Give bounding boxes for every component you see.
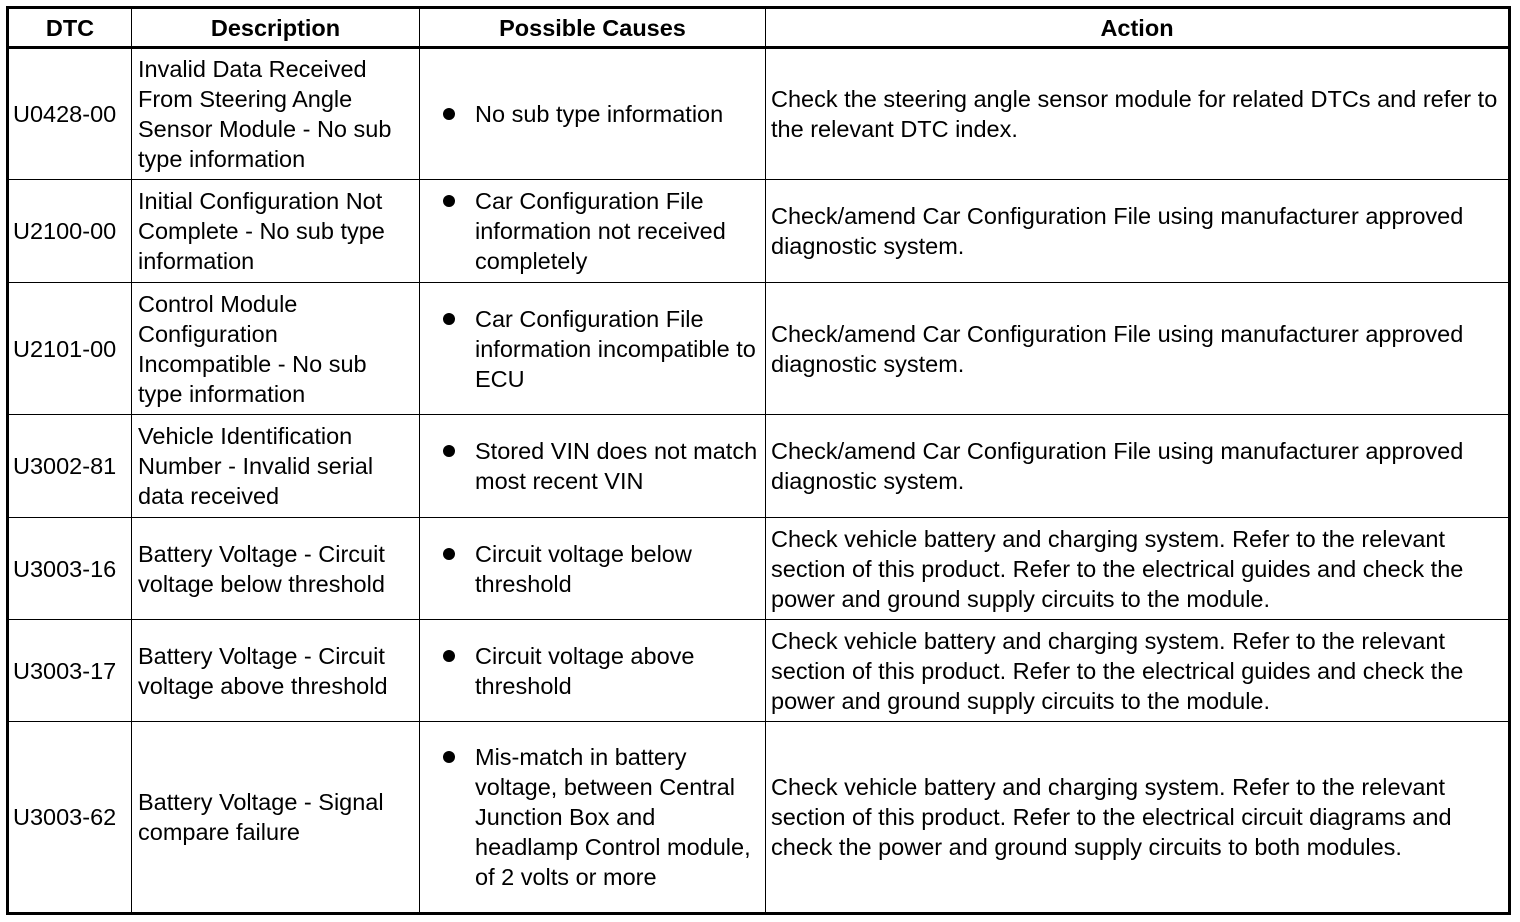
table-row — [8, 518, 1510, 620]
bullet-icon — [443, 313, 455, 325]
cause-item — [440, 436, 761, 496]
dtc-table — [6, 6, 1511, 915]
header-possible-causes: Possible Causes — [420, 8, 766, 48]
cause-text: Circuit voltage above threshold — [475, 642, 695, 699]
table-row — [8, 48, 1510, 180]
bullet-icon — [443, 445, 455, 457]
header-dtc: DTC — [8, 8, 132, 48]
dtc-action: Check vehicle battery and charging system. Refer to the relevant section of this product. Refer to the electrical guides and check the power and ground supply circuits to the module. — [766, 518, 1510, 620]
bullet-icon — [443, 108, 455, 120]
dtc-code: U3003-62 — [8, 722, 132, 914]
dtc-code: U3003-17 — [8, 620, 132, 722]
dtc-action: Check vehicle battery and charging system. Refer to the relevant section of this product. Refer to the electrical circuit diagrams and check the power and ground supply circuits to both modules. — [766, 722, 1510, 914]
dtc-causes — [420, 283, 766, 415]
dtc-code: U2100-00 — [8, 180, 132, 283]
dtc-causes — [420, 48, 766, 180]
cause-text: Mis-match in battery voltage, between Central Junction Box and headlamp Control module, of 2 volts or more — [475, 744, 751, 890]
dtc-action: Check/amend Car Configuration File using manufacturer approved diagnostic system. — [766, 180, 1510, 283]
dtc-code: U2101-00 — [8, 283, 132, 415]
dtc-description: Battery Voltage - Circuit voltage above threshold — [132, 620, 420, 722]
bullet-icon — [443, 548, 455, 560]
cause-item — [440, 304, 761, 394]
table-row — [8, 722, 1510, 914]
dtc-causes — [420, 415, 766, 518]
cause-text: Circuit voltage below threshold — [475, 540, 692, 597]
dtc-action: Check the steering angle sensor module for related DTCs and refer to the relevant DTC index. — [766, 48, 1510, 180]
bullet-icon — [443, 751, 455, 763]
table-header-row — [8, 8, 1510, 48]
table-row — [8, 283, 1510, 415]
dtc-action: Check/amend Car Configuration File using manufacturer approved diagnostic system. — [766, 283, 1510, 415]
table-row — [8, 180, 1510, 283]
cause-item — [440, 742, 761, 892]
cause-text: Car Configuration File information not received completely — [475, 188, 726, 274]
dtc-action: Check/amend Car Configuration File using manufacturer approved diagnostic system. — [766, 415, 1510, 518]
cause-item — [440, 99, 761, 129]
dtc-description: Vehicle Identification Number - Invalid serial data received — [132, 415, 420, 518]
dtc-causes — [420, 518, 766, 620]
header-action: Action — [766, 8, 1510, 48]
dtc-description: Battery Voltage - Circuit voltage below threshold — [132, 518, 420, 620]
table-row — [8, 620, 1510, 722]
dtc-code: U3003-16 — [8, 518, 132, 620]
dtc-description: Invalid Data Received From Steering Angle Sensor Module - No sub type information — [132, 48, 420, 180]
dtc-table-container — [6, 6, 1511, 915]
dtc-causes — [420, 722, 766, 914]
cause-item — [440, 539, 761, 599]
bullet-icon — [443, 650, 455, 662]
cause-text: Stored VIN does not match most recent VIN — [475, 438, 758, 494]
bullet-icon — [443, 195, 455, 207]
dtc-causes — [420, 180, 766, 283]
cause-item — [440, 186, 761, 276]
dtc-action: Check vehicle battery and charging system. Refer to the relevant section of this product. Refer to the electrical guides and check the power and ground supply circuits to the module. — [766, 620, 1510, 722]
dtc-causes — [420, 620, 766, 722]
header-description: Description — [132, 8, 420, 48]
cause-text: No sub type information — [475, 101, 724, 127]
dtc-description: Initial Configuration Not Complete - No sub type information — [132, 180, 420, 283]
dtc-code: U3002-81 — [8, 415, 132, 518]
cause-text: Car Configuration File information incompatible to ECU — [475, 305, 756, 392]
cause-item — [440, 641, 761, 701]
dtc-description: Battery Voltage - Signal compare failure — [132, 722, 420, 914]
dtc-description: Control Module Configuration Incompatible - No sub type information — [132, 283, 420, 415]
dtc-code: U0428-00 — [8, 48, 132, 180]
table-row — [8, 415, 1510, 518]
